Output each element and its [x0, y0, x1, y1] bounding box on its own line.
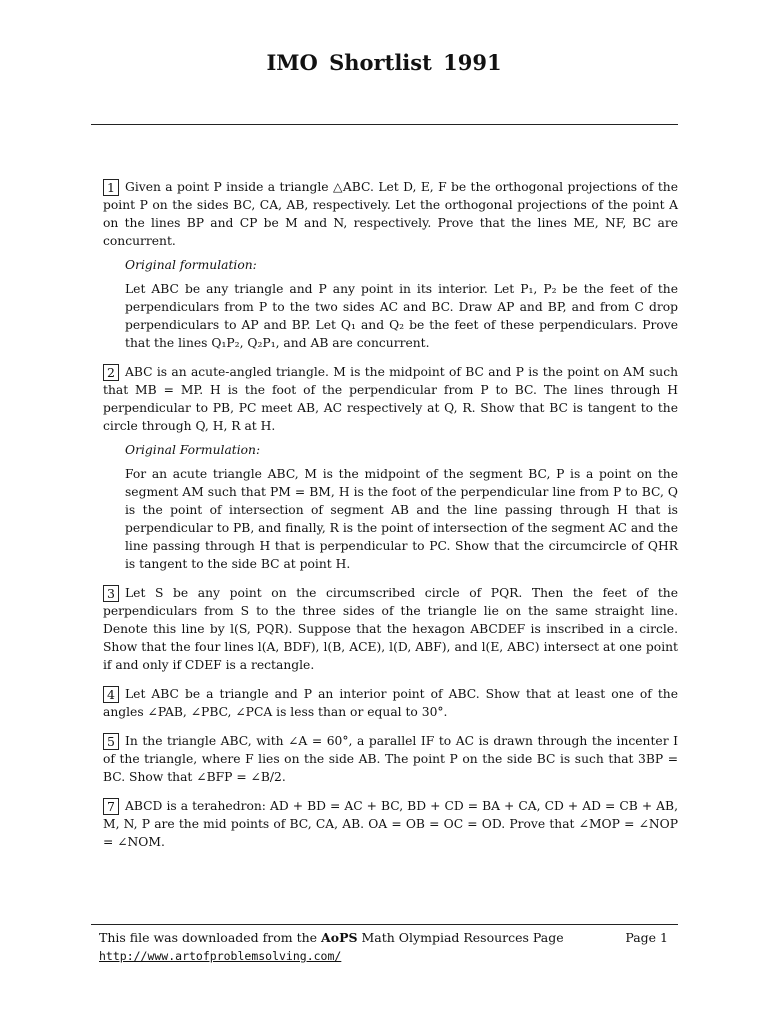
- problem-5: [103, 732, 678, 786]
- footer-source: [99, 929, 564, 965]
- problem-text: Let ABC be a triangle and P an interior point of ABC. Show that at least one of the angles ∠PAB, ∠PBC, ∠PCA is less than or equal to 30°.: [103, 687, 678, 719]
- footer-suffix: Math Olympiad Resources Page: [357, 930, 564, 945]
- problem-text: In the triangle ABC, with ∠A = 60°, a parallel IF to AC is drawn through the incenter I of the triangle, where F lies on the side AB. The point P on the side BC is such that 3BP = BC. Show that ∠BFP = ∠B/2.: [103, 734, 678, 784]
- problem-text: Let S be any point on the circumscribed circle of PQR. Then the feet of the perpendiculars from S to the three sides of the triangle lie on the same straight line. Denote this line by l(S, PQR). Suppose that the hexagon ABCDEF is inscribed in a circle. Show that the four lines l(A, BDF), l(B, ACE), l(D, ABF), and l(E, ABC) intersect at one point if and only if CDEF is a rectangle.: [103, 586, 678, 672]
- problem-7: [103, 797, 678, 851]
- problem-3: [103, 584, 678, 674]
- footer-divider: [91, 924, 678, 925]
- problem-text: ABC is an acute-angled triangle. M is the midpoint of BC and P is the point on AM such that MB = MP. H is the foot of the perpendicular from P to BC. The lines through H perpendicular to PB, PC meet AB, AC respectively at Q, R. Show that BC is tangent to the circle through Q, H, R at H.: [103, 365, 678, 433]
- problem-number: 2: [103, 364, 119, 381]
- problem-number: 3: [103, 585, 119, 602]
- page-number: Page 1: [625, 930, 668, 945]
- problem-number: 7: [103, 798, 119, 815]
- original-formulation-text: Let ABC be any triangle and P any point in its interior. Let P₁, P₂ be the feet of the perpendiculars from P to the two sides AC and BC. Draw AP and BP, and from C drop perpendiculars to AP and BP. Let Q₁ and Q₂ be the feet of these perpendiculars. Prove that the lines Q₁P₂, Q₂P₁, and AB are concurrent.: [125, 282, 678, 350]
- problem-text: ABCD is a terahedron: AD + BD = AC + BC, BD + CD = BA + CA, CD + AD = CB + AB, M, N, P are the mid points of BC, CA, AB. OA = OB = OC = OD. Prove that ∠MOP = ∠NOP = ∠NOM.: [103, 799, 678, 849]
- title-divider: [91, 124, 678, 125]
- footer-prefix: This file was downloaded from the: [99, 930, 322, 945]
- problem-number: 4: [103, 686, 119, 703]
- problem-number: 1: [103, 179, 119, 196]
- page-title: IMO Shortlist 1991: [266, 50, 502, 75]
- problem-2: [103, 363, 678, 573]
- footer-brand: AoPS: [321, 930, 358, 945]
- original-formulation-text: For an acute triangle ABC, M is the midpoint of the segment BC, P is a point on the segment AM such that PM = BM, H is the foot of the perpendicular line from P to BC, Q is the point of intersection of segment AB and the line passing through H that is perpendicular to PB, and finally, R is the point of intersection of the segment AC and the line passing through H that is perpendicular to PC. Show that the circumcircle of QHR is tangent to the side BC at point H.: [125, 467, 678, 571]
- problem-number: 5: [103, 733, 119, 750]
- problem-4: [103, 685, 678, 721]
- problem-1: [103, 178, 678, 352]
- problem-text: Given a point P inside a triangle △ABC. Let D, E, F be the orthogonal projections of the point P on the sides BC, CA, AB, respectively. Let the orthogonal projections of the point A on the lines BP and CP be M and N, respectively. Prove that the lines ME, NF, BC are concurrent.: [103, 180, 678, 248]
- original-formulation-label: Original formulation:: [125, 258, 257, 272]
- footer-url-link[interactable]: http://www.artofproblemsolving.com/: [99, 949, 342, 963]
- problem-list: [103, 178, 678, 862]
- original-formulation-label: Original Formulation:: [125, 443, 261, 457]
